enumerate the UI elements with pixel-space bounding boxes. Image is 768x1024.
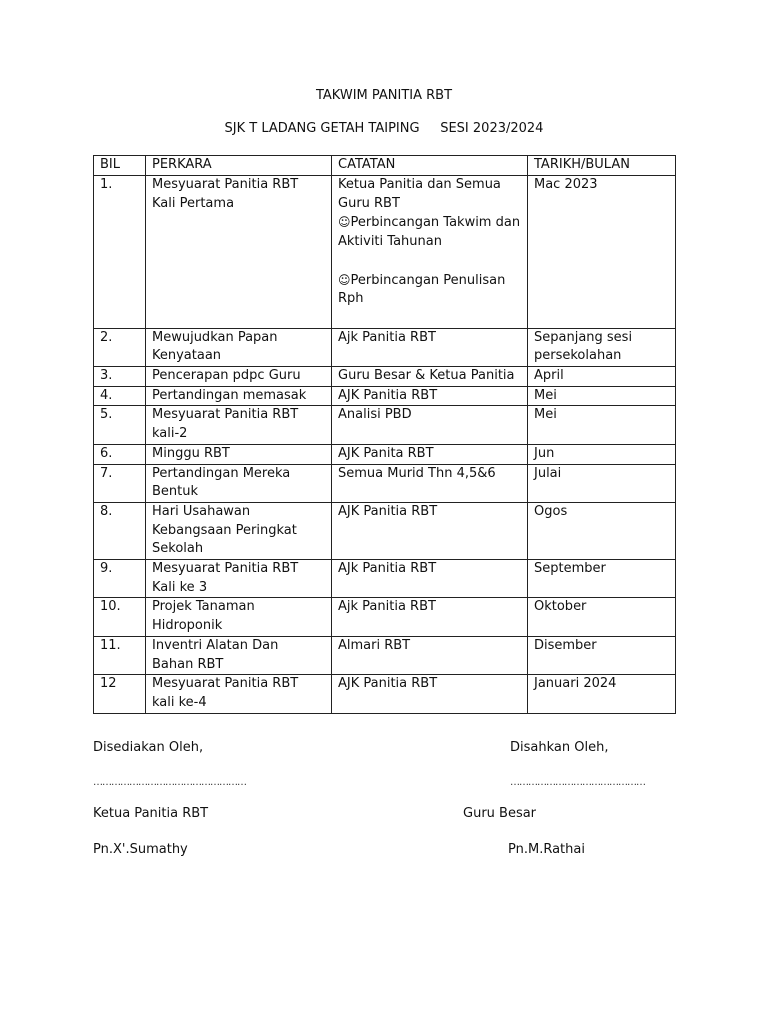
cell-catatan-line (338, 290, 522, 309)
cell-perkara-line: Minggu RBT (152, 445, 230, 461)
cell-catatan-line (338, 387, 522, 406)
cell-catatan-line (338, 176, 522, 195)
cell-tarikh-bulan-line: Sepanjang sesi (534, 329, 633, 345)
cell-catatan (332, 636, 528, 674)
cell-tarikh-bulan-line: Disember (534, 637, 597, 653)
cell-catatan-text: Analisi PBD (338, 407, 412, 423)
cell-perkara (146, 444, 332, 464)
cell-catatan-text: AJK Panitia RBT (338, 676, 438, 692)
cell-catatan-text: Ajk Panitia RBT (338, 329, 436, 345)
cell-catatan-text: Perbincangan Takwim dan (350, 215, 521, 231)
cell-perkara-line: Inventri Alatan Dan (152, 637, 279, 653)
cell-tarikh-bulan-line: Januari 2024 (534, 676, 617, 692)
cell-catatan-line (338, 367, 522, 386)
cell-tarikh-bulan (528, 367, 676, 387)
cell-perkara-line: Hari Usahawan (152, 503, 251, 519)
cell-bil: 8. (94, 502, 146, 559)
cell-tarikh-bulan (528, 560, 676, 598)
cell-tarikh-bulan-line: Mei (534, 387, 557, 403)
cell-catatan-text: AJK Panita RBT (338, 445, 434, 461)
cell-catatan-line (338, 195, 522, 214)
cell-bil: 9. (94, 560, 146, 598)
cell-perkara (146, 406, 332, 444)
table-row (94, 464, 676, 502)
table-row (94, 367, 676, 387)
table-row (94, 636, 676, 674)
cell-perkara (146, 502, 332, 559)
prepared-by-name: Pn.X'.Sumathy (93, 842, 188, 857)
cell-catatan-text: Ketua Panitia dan Semua (338, 177, 501, 192)
cell-tarikh-bulan (528, 386, 676, 406)
cell-catatan-text: Aktiviti Tahunan (338, 234, 442, 250)
prepared-by-label: Disediakan Oleh, (93, 740, 204, 755)
cell-catatan-text: Perbincangan Penulisan (350, 272, 506, 288)
cell-tarikh-bulan (528, 598, 676, 636)
cell-bil: 11. (94, 636, 146, 674)
prepared-by-role: Ketua Panitia RBT (93, 806, 209, 821)
cell-catatan (332, 598, 528, 636)
cell-catatan (332, 406, 528, 444)
table-row (94, 176, 676, 329)
cell-perkara-line: Kenyataan (152, 348, 222, 364)
cell-perkara (146, 598, 332, 636)
table-row (94, 502, 676, 559)
cell-perkara-line: Mewujudkan Papan (152, 329, 278, 345)
cell-catatan-text: Guru RBT (338, 195, 400, 211)
cell-tarikh-bulan-line: Oktober (534, 599, 587, 615)
cell-catatan (332, 502, 528, 559)
cell-perkara-line: Kali Pertama (152, 195, 235, 211)
cell-catatan-line (338, 271, 522, 291)
cell-tarikh-bulan-line: September (534, 561, 606, 577)
cell-perkara-line: Pertandingan Mereka (152, 465, 291, 481)
cell-perkara (146, 636, 332, 674)
cell-catatan-line (338, 329, 522, 348)
cell-catatan (332, 328, 528, 366)
table-header-row (94, 156, 676, 176)
cell-catatan-line (338, 445, 522, 464)
cell-catatan-text: AJK Panitia RBT (338, 503, 438, 519)
cell-perkara-line: kali-2 (152, 426, 188, 442)
cell-tarikh-bulan (528, 636, 676, 674)
cell-catatan-line (338, 406, 522, 425)
cell-tarikh-bulan (528, 444, 676, 464)
cell-catatan-text: AJK Panitia RBT (338, 387, 438, 403)
cell-perkara-line: Mesyuarat Panitia RBT (152, 676, 299, 692)
cell-catatan-line (338, 233, 522, 252)
cell-perkara (146, 367, 332, 387)
cell-catatan-text: Almari RBT (338, 637, 411, 653)
table-row (94, 444, 676, 464)
cell-tarikh-bulan (528, 328, 676, 366)
prepared-signature-line: …………………………………………… (93, 777, 246, 788)
cell-catatan-line (338, 675, 522, 694)
cell-tarikh-bulan-line: Ogos (534, 503, 568, 519)
cell-catatan-line (338, 465, 522, 484)
cell-catatan-text: Ajk Panitia RBT (338, 599, 436, 615)
cell-perkara-line: Mesyuarat Panitia RBT (152, 407, 299, 423)
table-row (94, 675, 676, 713)
cell-catatan (332, 464, 528, 502)
table-row (94, 560, 676, 598)
cell-catatan (332, 444, 528, 464)
cell-tarikh-bulan-line: persekolahan (534, 348, 622, 364)
table-row (94, 406, 676, 444)
approved-signature-line: ……………………………………… (510, 777, 645, 788)
table-row (94, 386, 676, 406)
cell-catatan (332, 367, 528, 387)
cell-bil: 6. (94, 444, 146, 464)
cell-tarikh-bulan-line: Mac 2023 (534, 177, 598, 192)
cell-catatan-line (338, 503, 522, 522)
cell-bil: 12 (94, 675, 146, 713)
cell-bil: 7. (94, 464, 146, 502)
cell-tarikh-bulan (528, 675, 676, 713)
cell-bil: 3. (94, 367, 146, 387)
cell-bil: 1. (94, 176, 146, 329)
cell-tarikh-bulan-line: Jun (534, 445, 555, 461)
header-bil: BIL (94, 156, 146, 176)
cell-perkara-line: Bentuk (152, 484, 199, 500)
cell-catatan-text: Semua Murid Thn 4,5&6 (338, 465, 496, 481)
cell-perkara-line: Pencerapan pdpc Guru (152, 368, 301, 383)
approved-by-role: Guru Besar (463, 806, 537, 821)
cell-tarikh-bulan (528, 502, 676, 559)
cell-perkara-line: Hidroponik (152, 618, 223, 634)
cell-catatan (332, 675, 528, 713)
cell-perkara-line: kali ke-4 (152, 694, 207, 710)
cell-catatan-spacer (338, 252, 522, 271)
document-subtitle: SJK T LADANG GETAH TAIPING SESI 2023/2024 (224, 121, 544, 136)
cell-perkara (146, 328, 332, 366)
cell-perkara (146, 386, 332, 406)
cell-tarikh-bulan (528, 406, 676, 444)
cell-perkara-line: Mesyuarat Panitia RBT (152, 177, 299, 192)
cell-bil: 4. (94, 386, 146, 406)
cell-tarikh-bulan-line: Mei (534, 407, 557, 423)
cell-tarikh-bulan (528, 464, 676, 502)
smiley-icon: ☺ (338, 215, 351, 230)
cell-perkara (146, 464, 332, 502)
cell-perkara (146, 176, 332, 329)
approved-by-name: Pn.M.Rathai (508, 842, 585, 857)
smiley-icon: ☺ (338, 272, 351, 287)
cell-catatan-text: Rph (338, 291, 364, 307)
table-row (94, 598, 676, 636)
cell-tarikh-bulan-line: April (534, 368, 564, 383)
cell-perkara-line: Bahan RBT (152, 656, 224, 672)
cell-catatan (332, 386, 528, 406)
header-catatan: CATATAN (332, 156, 528, 176)
cell-catatan-line (338, 213, 522, 233)
cell-catatan-text: AJk Panitia RBT (338, 561, 437, 577)
cell-tarikh-bulan (528, 176, 676, 329)
cell-perkara-line: Pertandingan memasak (152, 387, 307, 403)
cell-perkara-line: Sekolah (152, 541, 204, 557)
cell-perkara-line: Kebangsaan Peringkat (152, 522, 297, 538)
cell-catatan-spacer (338, 309, 522, 328)
cell-bil: 10. (94, 598, 146, 636)
cell-catatan (332, 176, 528, 329)
cell-catatan (332, 560, 528, 598)
cell-bil: 5. (94, 406, 146, 444)
header-tarikh-bulan: TARIKH/BULAN (528, 156, 676, 176)
cell-catatan-line (338, 637, 522, 656)
cell-catatan-line (338, 560, 522, 579)
cell-perkara-line: Mesyuarat Panitia RBT (152, 561, 299, 577)
cell-perkara-line: Kali ke 3 (152, 579, 208, 595)
document-title: TAKWIM PANITIA RBT (315, 88, 453, 103)
cell-tarikh-bulan-line: Julai (534, 465, 562, 481)
cell-perkara (146, 675, 332, 713)
cell-perkara-line: Projek Tanaman (152, 599, 255, 615)
cell-catatan-text: Guru Besar & Ketua Panitia (338, 368, 515, 383)
approved-by-label: Disahkan Oleh, (510, 740, 609, 755)
table-row (94, 328, 676, 366)
cell-bil: 2. (94, 328, 146, 366)
header-perkara: PERKARA (146, 156, 332, 176)
cell-perkara (146, 560, 332, 598)
cell-catatan-line (338, 598, 522, 617)
takwim-table (93, 155, 676, 714)
